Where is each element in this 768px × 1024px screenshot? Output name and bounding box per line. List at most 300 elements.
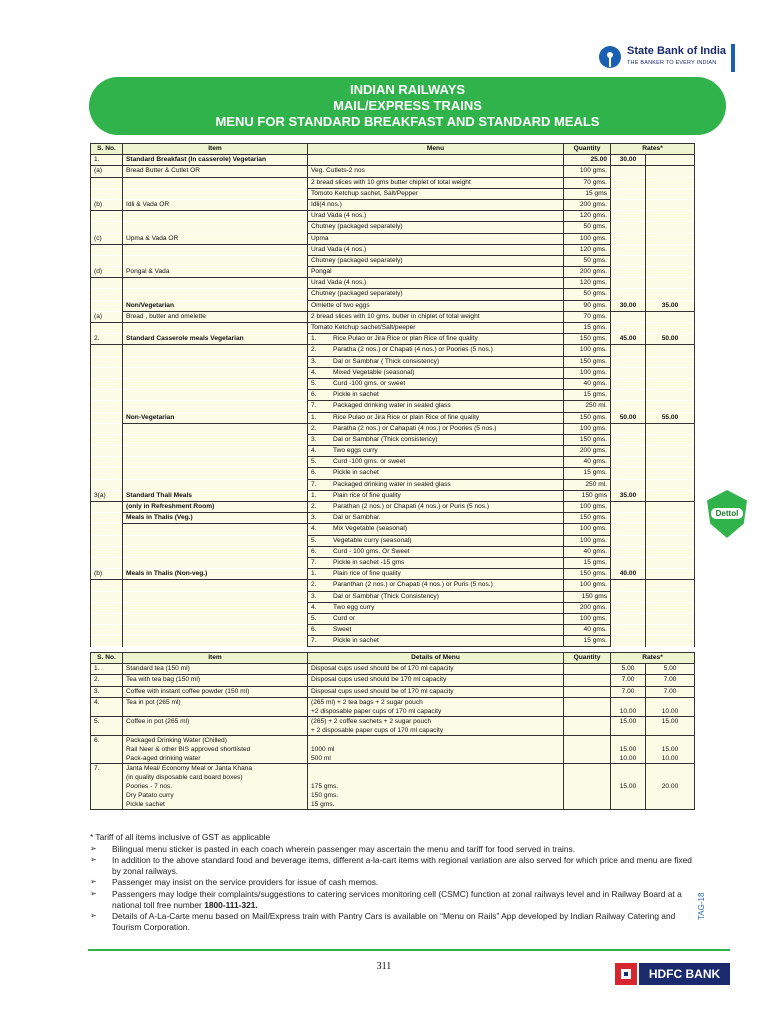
row-rate-2 [646,323,695,334]
item-line: Coffee with instant coffee powder (150 ml) [126,687,250,695]
r2-line [649,791,691,800]
menu-text: Sweet [333,626,352,634]
row-item: Non-Vegetarian [123,412,308,423]
table-row [91,735,695,763]
details-line [311,773,560,782]
r2-line [649,773,691,782]
row-item [123,716,308,735]
menu-number: 2. [311,503,317,510]
row-rate-2 [646,557,695,568]
menu-text: Pongal [311,268,332,276]
r1-line: 10.00 [619,707,637,715]
col-rates: Rates* [611,144,695,155]
menu-text: Urad Vada (4 nos.) [311,212,367,220]
menu-number: 6. [311,391,317,399]
row-menu [308,524,564,535]
row-quantity: 25.00 [564,155,611,166]
r2-line: 5.00 [663,665,677,673]
row-sno [91,546,123,557]
row-item [123,188,308,199]
row-rate-2 [646,423,695,434]
row-menu [308,535,564,546]
row-sno [91,446,123,457]
row-rate-1 [611,625,646,636]
row-item [123,423,308,434]
row-rate-1 [611,479,646,490]
row-sno [91,367,123,378]
menu-text: Urad Vada (4 nos.) [311,279,367,287]
row-details [308,664,564,675]
row-sno: 1. [91,155,123,166]
table-row [91,199,695,210]
menu-number: 1. [311,570,317,578]
row-sno [91,468,123,479]
row-rate-1 [611,311,646,322]
row-details [308,675,564,686]
row-quantity: 70 gms. [564,177,611,188]
menu-text: Idli(4 nos.) [311,200,342,208]
row-qty [564,697,611,716]
row-item [123,546,308,557]
menu-number: 5. [311,458,317,466]
row-rate-1 [611,636,646,647]
details-line: Disposal cups used should be of 170 ml capacity [311,665,454,673]
row-item [123,636,308,647]
r1-line [614,698,642,707]
row-item: Meals in Thalis (Non-veg.) [123,569,308,580]
menu-text: Pickle in sachet [333,637,379,645]
row-sno [91,300,123,311]
row-rate-1 [611,188,646,199]
row-sno: (d) [91,267,123,278]
row-quantity: 15 gms. [564,636,611,647]
details-line: (265) + 2 coffee sachets + 2 sugar pouch [311,717,432,725]
row-r2 [646,735,695,763]
row-menu [308,602,564,613]
menu-number: 5. [311,379,317,387]
row-rate-1 [611,434,646,445]
table-row [91,278,695,289]
row-sno: (b) [91,569,123,580]
row-sno [91,255,123,266]
menu-number: 7. [311,558,317,566]
row-rate-1 [611,278,646,289]
row-menu [308,591,564,602]
col-quantity: Quantity [564,653,611,664]
row-sno [91,289,123,300]
row-rate-2 [646,199,695,210]
col-quantity: Quantity [564,144,611,155]
table-row [91,334,695,345]
r1-line [614,736,642,745]
menu-text: Pickle in sachet [333,469,379,477]
r1-line: 15.00 [619,717,637,725]
menu-text: Mix Vegetable (seasonal) [333,525,408,533]
row-quantity: 40 gms. [564,378,611,389]
hdfc-emblem-icon [615,963,637,985]
details-line: 175 gms. [311,782,339,790]
menu-text: Packaged drinking water in sealed glass [333,402,451,410]
note-item [90,844,700,855]
table-row [91,155,695,166]
menu-number: 6. [311,469,317,477]
row-rate-2: 55.00 [646,412,695,423]
row-qty [564,664,611,675]
row-rate-1 [611,524,646,535]
row-r2 [646,763,695,809]
row-menu [308,278,564,289]
row-menu [308,367,564,378]
menu-text: Parathan (2 nos.) or Chapati (4 nos.) or Puris (5 nos.) [333,503,490,510]
menu-text: Curd or [333,614,355,622]
row-rate-2 [646,155,695,166]
row-rate-2 [646,211,695,222]
r1-line: 10.00 [619,754,637,762]
row-quantity: 120 gms. [564,278,611,289]
row-sno [91,636,123,647]
row-menu [308,468,564,479]
row-sno [91,479,123,490]
note-text: Passenger may insist on the service providers for issue of cash memos. [112,877,379,888]
row-sno: (a) [91,166,123,177]
menu-text: Paratha (2 nos.) or Cahapati (4 nos.) or Poories (5 nos.) [333,424,497,432]
row-item [123,686,308,697]
item-line: Standard tea (150 ml) [126,665,190,673]
row-menu [308,490,564,501]
row-sno: 7. [91,763,123,809]
menu-text: Two eggs curry [333,447,378,455]
r1-line [614,764,642,773]
table-row [91,255,695,266]
row-r1 [611,763,646,809]
row-qty [564,716,611,735]
row-quantity: 50 gms. [564,289,611,300]
menu-text: Chutney (packaged separately) [311,256,403,264]
row-rate-1: 40.00 [611,569,646,580]
row-quantity: 40 gms. [564,546,611,557]
row-rate-1 [611,468,646,479]
dettol-label: Dettol [711,508,743,519]
row-quantity: 150 gms. [564,434,611,445]
hdfc-name: HDFC BANK [639,963,730,985]
menu-number: 5. [311,536,317,544]
row-r2 [646,697,695,716]
row-quantity: 150 gms [564,490,611,501]
row-item [123,278,308,289]
row-quantity: 15 gms. [564,390,611,401]
col-rates: Rates* [611,653,695,664]
sbi-emblem-icon [599,46,621,68]
r2-line: 15.00 [661,745,679,753]
row-menu [308,580,564,591]
row-menu [308,423,564,434]
row-menu [308,334,564,345]
row-sno [91,457,123,468]
note-text: In addition to the above standard food and beverage items, different a-la-cart items with regional variation are also served for which price and menu are fixed by zonal railways. [112,855,692,876]
menu-text: Pickle in sachet -15 gms [333,558,405,566]
title-line-2: MAIL/EXPRESS TRAINS [333,98,482,113]
row-item [123,697,308,716]
row-rate-1 [611,177,646,188]
menu-text: Tomoto Ketchup sachet, Salt/Pepper [311,189,419,197]
table-row [91,401,695,412]
row-sno [91,580,123,591]
details-line [311,736,560,745]
bullet-arrow-icon: ➢ [90,855,97,865]
table-row [91,569,695,580]
details-line: Disposal cups used should be 170 ml capacity [311,676,447,684]
row-quantity: 50 gms. [564,255,611,266]
row-rate-2 [646,613,695,624]
row-menu [308,513,564,524]
row-sno [91,401,123,412]
row-item: Bread , butter and omelette [123,311,308,322]
menu-number: 4. [311,525,317,533]
row-quantity: 150 gms. [564,569,611,580]
row-quantity: 70 gms. [564,311,611,322]
table-row [91,636,695,647]
row-sno [91,602,123,613]
row-menu [308,569,564,580]
row-rate-1 [611,255,646,266]
row-qty [564,686,611,697]
row-rate-2 [646,434,695,445]
row-rate-2 [646,513,695,524]
menu-text: Veg. Cutlets-2 nos [311,167,365,175]
item-line: Rail Neer & other BIS approved shortlisted [126,745,251,753]
row-rate-2 [646,490,695,501]
table-row [91,591,695,602]
menu-text: Plain rice of fine quality [333,570,401,578]
sbi-bar [731,44,735,72]
table-row [91,356,695,367]
r2-line [649,698,691,707]
table-row [91,390,695,401]
title-line-1: INDIAN RAILWAYS [349,82,466,97]
row-item [123,625,308,636]
row-rate-2 [646,625,695,636]
row-rate-1 [611,513,646,524]
row-rate-2 [646,446,695,457]
table-row [91,166,695,177]
r2-line [649,800,691,809]
row-menu [308,255,564,266]
details-line: 500 ml [311,754,331,762]
row-rate-2 [646,546,695,557]
row-rate-1: 45.00 [611,334,646,345]
row-sno [91,222,123,233]
row-rate-1: 35.00 [611,490,646,501]
row-rate-2 [646,177,695,188]
table-row [91,311,695,322]
table-row [91,490,695,501]
menu-text: Rice Pulao or Jira Rice or plan Rice of fine quality [333,335,478,343]
row-rate-2 [646,636,695,647]
col-sno: S. No. [91,653,123,664]
table-row [91,675,695,686]
row-rate-2 [646,569,695,580]
table-row [91,300,695,311]
table-row [91,434,695,445]
row-quantity: 90 gms. [564,300,611,311]
row-sno [91,378,123,389]
menu-text: Curd - 100 gms. Or Sweet [333,547,410,555]
row-rate-2 [646,457,695,468]
r1-line: 15.00 [619,745,637,753]
row-rate-1 [611,323,646,334]
row-sno [91,356,123,367]
r2-line: 20.00 [661,782,679,790]
row-sno [91,188,123,199]
r1-line: 7.00 [621,687,635,695]
row-quantity: 150 gms. [564,334,611,345]
menu-number: 1. [311,335,317,343]
row-menu [308,613,564,624]
row-quantity: 15 gms. [564,468,611,479]
note-item [90,855,700,876]
row-quantity: 100 gms. [564,580,611,591]
details-line: (265 ml) + 2 tea bags + 2 sugar pouch [311,698,423,706]
row-item: Bread Butter & Cutlet OR [123,166,308,177]
col-sno: S. No. [91,144,123,155]
table-row [91,211,695,222]
table-row [91,222,695,233]
menu-text: 2 bread slices with 10 gms. butter in chiplet of total weight [311,312,480,320]
table-row [91,580,695,591]
row-rate-1 [611,423,646,434]
row-menu [308,289,564,300]
row-rate-2: 50.00 [646,334,695,345]
row-item [123,177,308,188]
row-quantity: 100 gms. [564,613,611,624]
row-rate-2 [646,479,695,490]
row-item: Upma & Vada OR [123,233,308,244]
row-item: (only in Refreshment Room) [123,502,308,513]
row-rate-1 [611,457,646,468]
row-rate-2: 35.00 [646,300,695,311]
table-row [91,177,695,188]
row-rate-2 [646,468,695,479]
bullet-arrow-icon: ➢ [90,911,97,921]
row-rate-1 [611,345,646,356]
note-bold: 1800-111-321. [204,899,258,910]
row-menu [308,188,564,199]
menu-number: 4. [311,603,317,611]
table-row [91,602,695,613]
row-menu [308,211,564,222]
row-rate-2 [646,591,695,602]
row-item [123,557,308,568]
row-quantity: 150 gms. [564,412,611,423]
table-row [91,446,695,457]
row-sno [91,591,123,602]
title-banner [89,77,726,135]
row-sno: 3(a) [91,490,123,501]
note-text: Details of A-La-Carte menu based on Mail/Express train with Pantry Cars is available on “Menu on Rails” App developed by Indian Railway Catering and Tourism Corporation. [112,911,676,932]
row-rate-2 [646,524,695,535]
details-line: +2 disposable paper cups of 170 ml capacity [311,707,442,715]
menu-text: Plain rice of fine quality [333,491,401,499]
row-quantity: 100 gms. [564,524,611,535]
table-row [91,479,695,490]
row-sno [91,244,123,255]
menu-text: Curd -100 gms. or sweet [333,379,406,387]
item-line: Pickle sachet [126,800,165,808]
row-sno: 2. [91,675,123,686]
r1-line: 15.00 [619,782,637,790]
details-line: 150 gms. [311,791,339,799]
row-item [123,457,308,468]
menu-number: 1. [311,413,317,421]
row-details [308,686,564,697]
row-r1 [611,686,646,697]
page-number: 311 [376,961,392,972]
item-line: Poories - 7 nos. [126,782,173,790]
menu-number: 5. [311,614,317,622]
row-rate-1 [611,580,646,591]
meals-table [90,143,695,647]
row-item [123,390,308,401]
r1-line: 7.00 [621,676,635,684]
menu-number: 2. [311,581,317,589]
row-menu [308,479,564,490]
row-item [123,468,308,479]
row-sno [91,211,123,222]
menu-number: 4. [311,368,317,376]
row-menu [308,222,564,233]
item-line: (in quality disposable card board boxes) [126,773,243,781]
row-rate-1 [611,401,646,412]
col-menu: Menu [308,144,564,155]
row-rate-2 [646,602,695,613]
row-sno: (c) [91,233,123,244]
row-item [123,479,308,490]
row-qty [564,763,611,809]
row-quantity: 100 gms. [564,367,611,378]
row-rate-2 [646,311,695,322]
row-item [123,255,308,266]
details-line: + 2 disposable paper cups of 170 ml capacity [311,726,444,734]
row-rate-1 [611,613,646,624]
row-quantity: 100 gms. [564,502,611,513]
row-quantity: 100 gms. [564,423,611,434]
row-sno [91,177,123,188]
menu-text: Urad Vada (4 nos.) [311,245,367,253]
row-rate-2 [646,345,695,356]
row-r1 [611,735,646,763]
row-rate-2 [646,289,695,300]
details-line [311,764,560,773]
row-sno [91,423,123,434]
row-item [123,664,308,675]
row-sno [91,524,123,535]
row-sno: 3. [91,686,123,697]
row-menu [308,177,564,188]
row-rate-1 [611,591,646,602]
table-row [91,289,695,300]
r1-line [614,800,642,809]
menu-text: Rice Pulao or Jira Rice or plain Rice of fine quality [333,413,480,421]
row-menu [308,446,564,457]
row-qty [564,735,611,763]
row-rate-2 [646,278,695,289]
item-line: Pack-aged drinking water [126,754,201,762]
row-item: Pongal & Vada [123,267,308,278]
menu-number: 3. [311,357,317,365]
row-quantity: 15 gms. [564,557,611,568]
row-rate-1 [611,602,646,613]
table-row [91,625,695,636]
